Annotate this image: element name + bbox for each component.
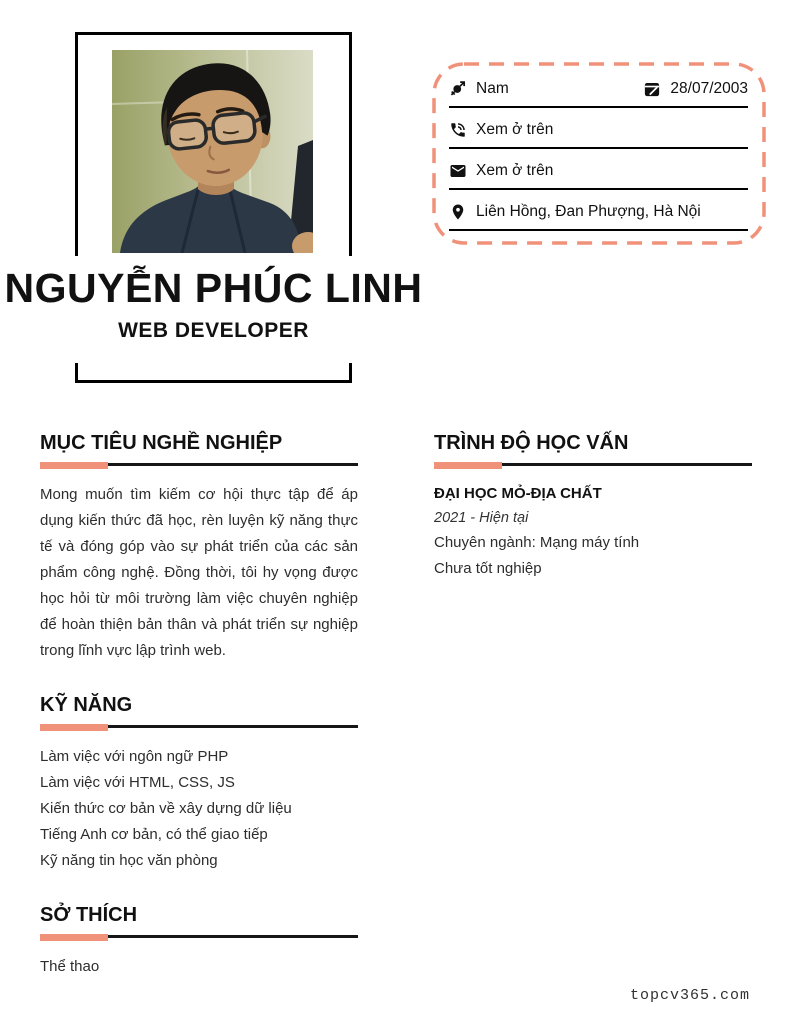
section-divider — [434, 462, 752, 469]
education-period: 2021 - Hiện tại — [434, 510, 529, 526]
contact-row-email — [449, 162, 748, 190]
education-status: Chưa tốt nghiệp — [434, 560, 542, 577]
phone-value: Xem ở trên — [476, 121, 554, 138]
job-title: WEB DEVELOPER — [118, 319, 309, 343]
gender-value: Nam — [476, 80, 509, 97]
skill-item: Kỹ năng tin học văn phòng — [40, 852, 218, 869]
hobbies-list — [40, 954, 358, 980]
header-name-band — [0, 256, 427, 363]
objective-text: Mong muốn tìm kiếm cơ hội thực tập để áp dụng kiến thức đã học, rèn luyện kỹ năng thực tế và đóng góp vào sự phát triển của các sản phẩm công nghệ. Đồng thời, tôi hy vọng được học hỏi từ môi trường làm việc chuyên nghiệp để hoàn thiện bản thân và phát triển sự nghiệp trong lĩnh vực lập trình web. — [40, 486, 358, 659]
section-hobbies — [40, 902, 358, 980]
portrait-illustration — [112, 50, 313, 253]
gender-icon — [449, 80, 467, 98]
calendar-icon — [643, 80, 661, 98]
section-objective — [40, 430, 358, 664]
section-heading-skills: KỸ NĂNG — [40, 694, 133, 716]
section-heading-hobbies: SỞ THÍCH — [40, 904, 138, 926]
section-divider — [40, 724, 358, 731]
section-heading-education: TRÌNH ĐỘ HỌC VẤN — [434, 432, 629, 454]
section-divider — [40, 934, 358, 941]
skill-item: Kiến thức cơ bản về xây dựng dữ liệu — [40, 800, 292, 817]
skill-item: Làm việc với ngôn ngữ PHP — [40, 748, 229, 765]
birthday-value: 28/07/2003 — [670, 80, 748, 97]
left-column — [40, 430, 358, 1008]
phone-icon — [449, 121, 467, 139]
watermark: topcv365.com — [629, 987, 750, 1004]
email-icon — [449, 162, 467, 180]
email-value: Xem ở trên — [476, 162, 554, 179]
hobby-item: Thể thao — [40, 958, 100, 975]
contact-row-gender-birthday — [449, 80, 748, 108]
section-divider — [40, 462, 358, 469]
section-education — [434, 430, 752, 582]
right-column — [434, 430, 752, 610]
profile-photo — [112, 50, 313, 253]
skills-list — [40, 744, 358, 874]
contact-row-address — [449, 203, 748, 231]
full-name: NGUYỄN PHÚC LINH — [4, 265, 423, 311]
contact-row-phone — [449, 121, 748, 149]
section-skills — [40, 692, 358, 874]
education-major: Chuyên ngành: Mạng máy tính — [434, 534, 640, 551]
location-icon — [449, 203, 467, 221]
education-school: ĐẠI HỌC MỎ-ĐỊA CHẤT — [434, 485, 602, 502]
skill-item: Tiếng Anh cơ bản, có thể giao tiếp — [40, 826, 268, 843]
skill-item: Làm việc với HTML, CSS, JS — [40, 774, 235, 791]
section-heading-objective: MỤC TIÊU NGHỀ NGHIỆP — [40, 432, 283, 454]
contact-card — [432, 62, 766, 245]
address-value: Liên Hồng, Đan Phượng, Hà Nội — [476, 203, 701, 220]
